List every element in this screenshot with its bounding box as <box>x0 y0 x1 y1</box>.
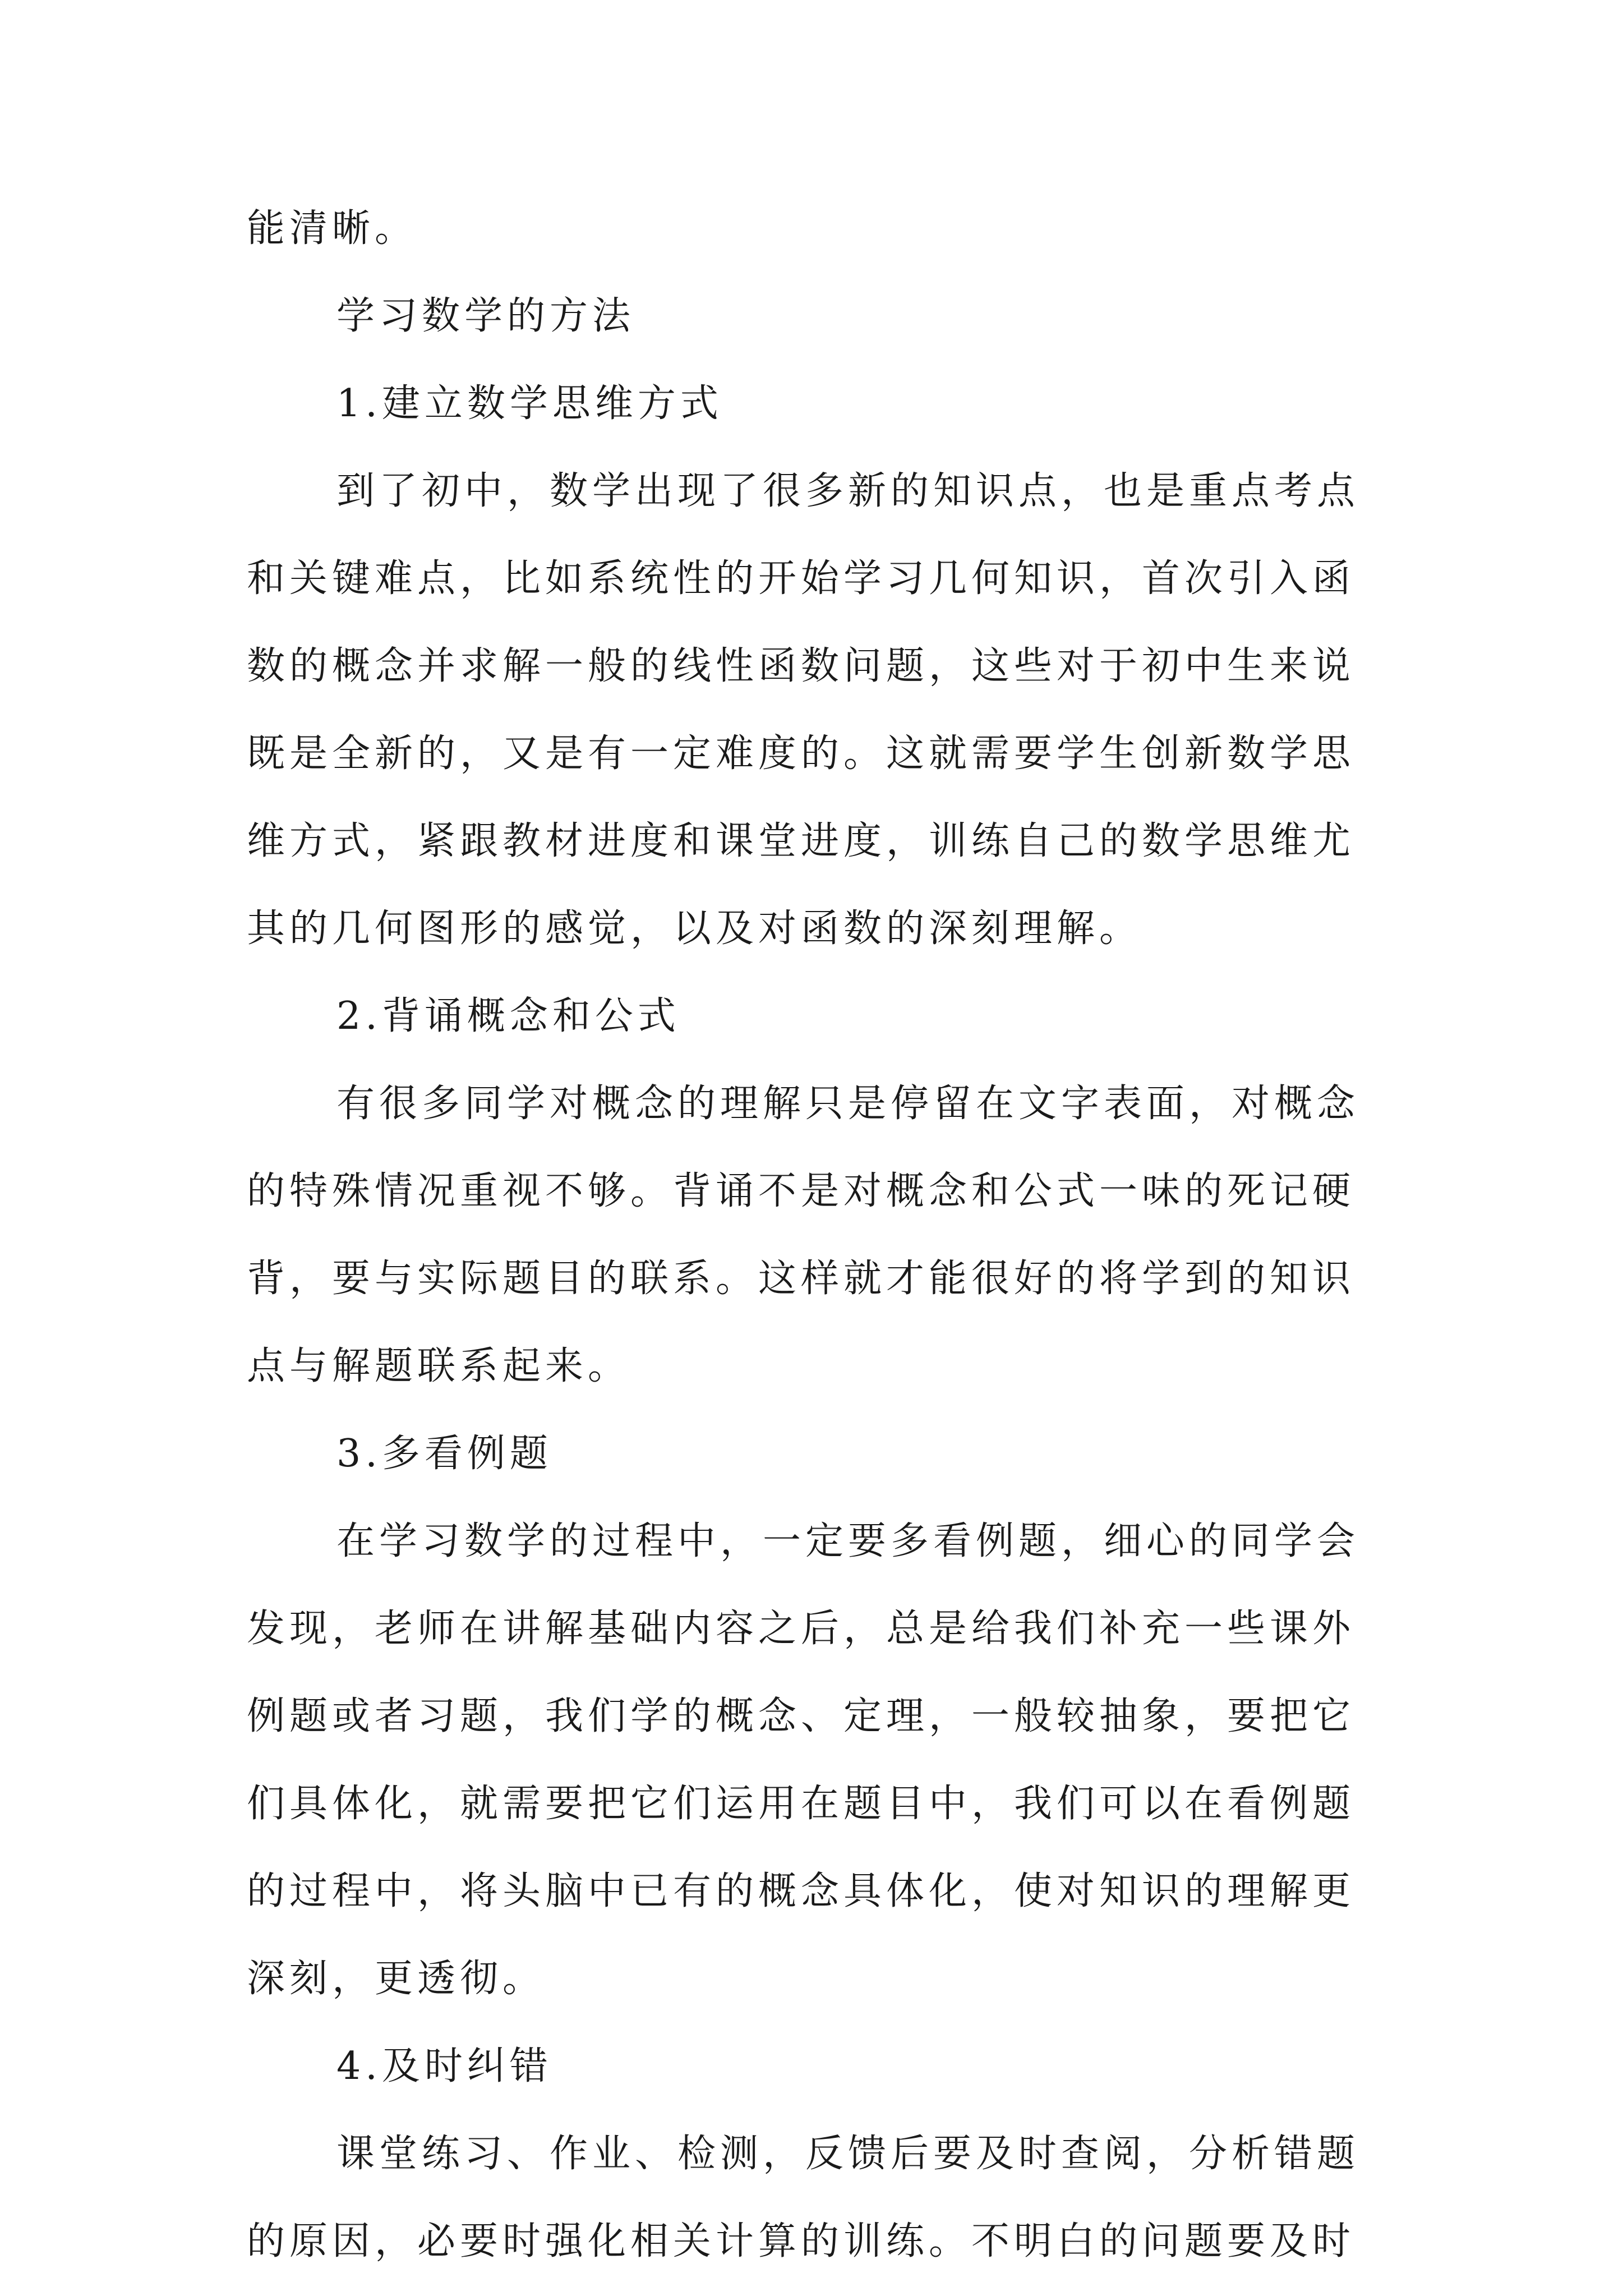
text-line: 例题或者习题，我们学的概念、定理，一般较抽象，要把它 <box>247 1694 1355 1738</box>
section-heading: 2.背诵概念和公式 <box>336 994 680 1038</box>
text-line: 既是全新的，又是有一定难度的。这就需要学生创新数学思 <box>247 731 1355 776</box>
section-heading: 4.及时纠错 <box>336 2044 552 2088</box>
text-line: 其的几何图形的感觉，以及对函数的深刻理解。 <box>247 907 1142 951</box>
section-heading: 3.多看例题 <box>336 1432 552 1476</box>
section-heading: 学习数学的方法 <box>336 294 635 338</box>
text-line: 到了初中，数学出现了很多新的知识点，也是重点考点 <box>336 469 1360 513</box>
text-line: 深刻，更透彻。 <box>247 1957 546 2001</box>
text-line: 点与解题联系起来。 <box>247 1344 631 1388</box>
text-line: 的特殊情况重视不够。背诵不是对概念和公式一味的死记硬 <box>247 1169 1355 1213</box>
text-line: 的过程中，将头脑中已有的概念具体化，使对知识的理解更 <box>247 1869 1355 1913</box>
text-line: 能清晰。 <box>247 206 418 251</box>
section-heading: 1.建立数学思维方式 <box>336 381 723 426</box>
text-line: 们具体化，就需要把它们运用在题目中，我们可以在看例题 <box>247 1782 1355 1826</box>
text-line: 的原因，必要时强化相关计算的训练。不明白的问题要及时 <box>247 2219 1355 2263</box>
text-line: 在学习数学的过程中，一定要多看例题，细心的同学会 <box>336 1519 1360 1563</box>
text-line: 发现，老师在讲解基础内容之后，总是给我们补充一些课外 <box>247 1607 1355 1651</box>
text-line: 和关键难点，比如系统性的开始学习几何知识，首次引入函 <box>247 556 1355 601</box>
text-line: 课堂练习、作业、检测，反馈后要及时查阅，分析错题 <box>336 2132 1360 2176</box>
text-line: 数的概念并求解一般的线性函数问题，这些对于初中生来说 <box>247 644 1355 688</box>
text-line: 背，要与实际题目的联系。这样就才能很好的将学到的知识 <box>247 1257 1355 1301</box>
text-line: 维方式，紧跟教材进度和课堂进度，训练自己的数学思维尤 <box>247 819 1355 863</box>
document-body <box>247 185 1391 2285</box>
text-line: 有很多同学对概念的理解只是停留在文字表面，对概念 <box>336 1082 1360 1126</box>
